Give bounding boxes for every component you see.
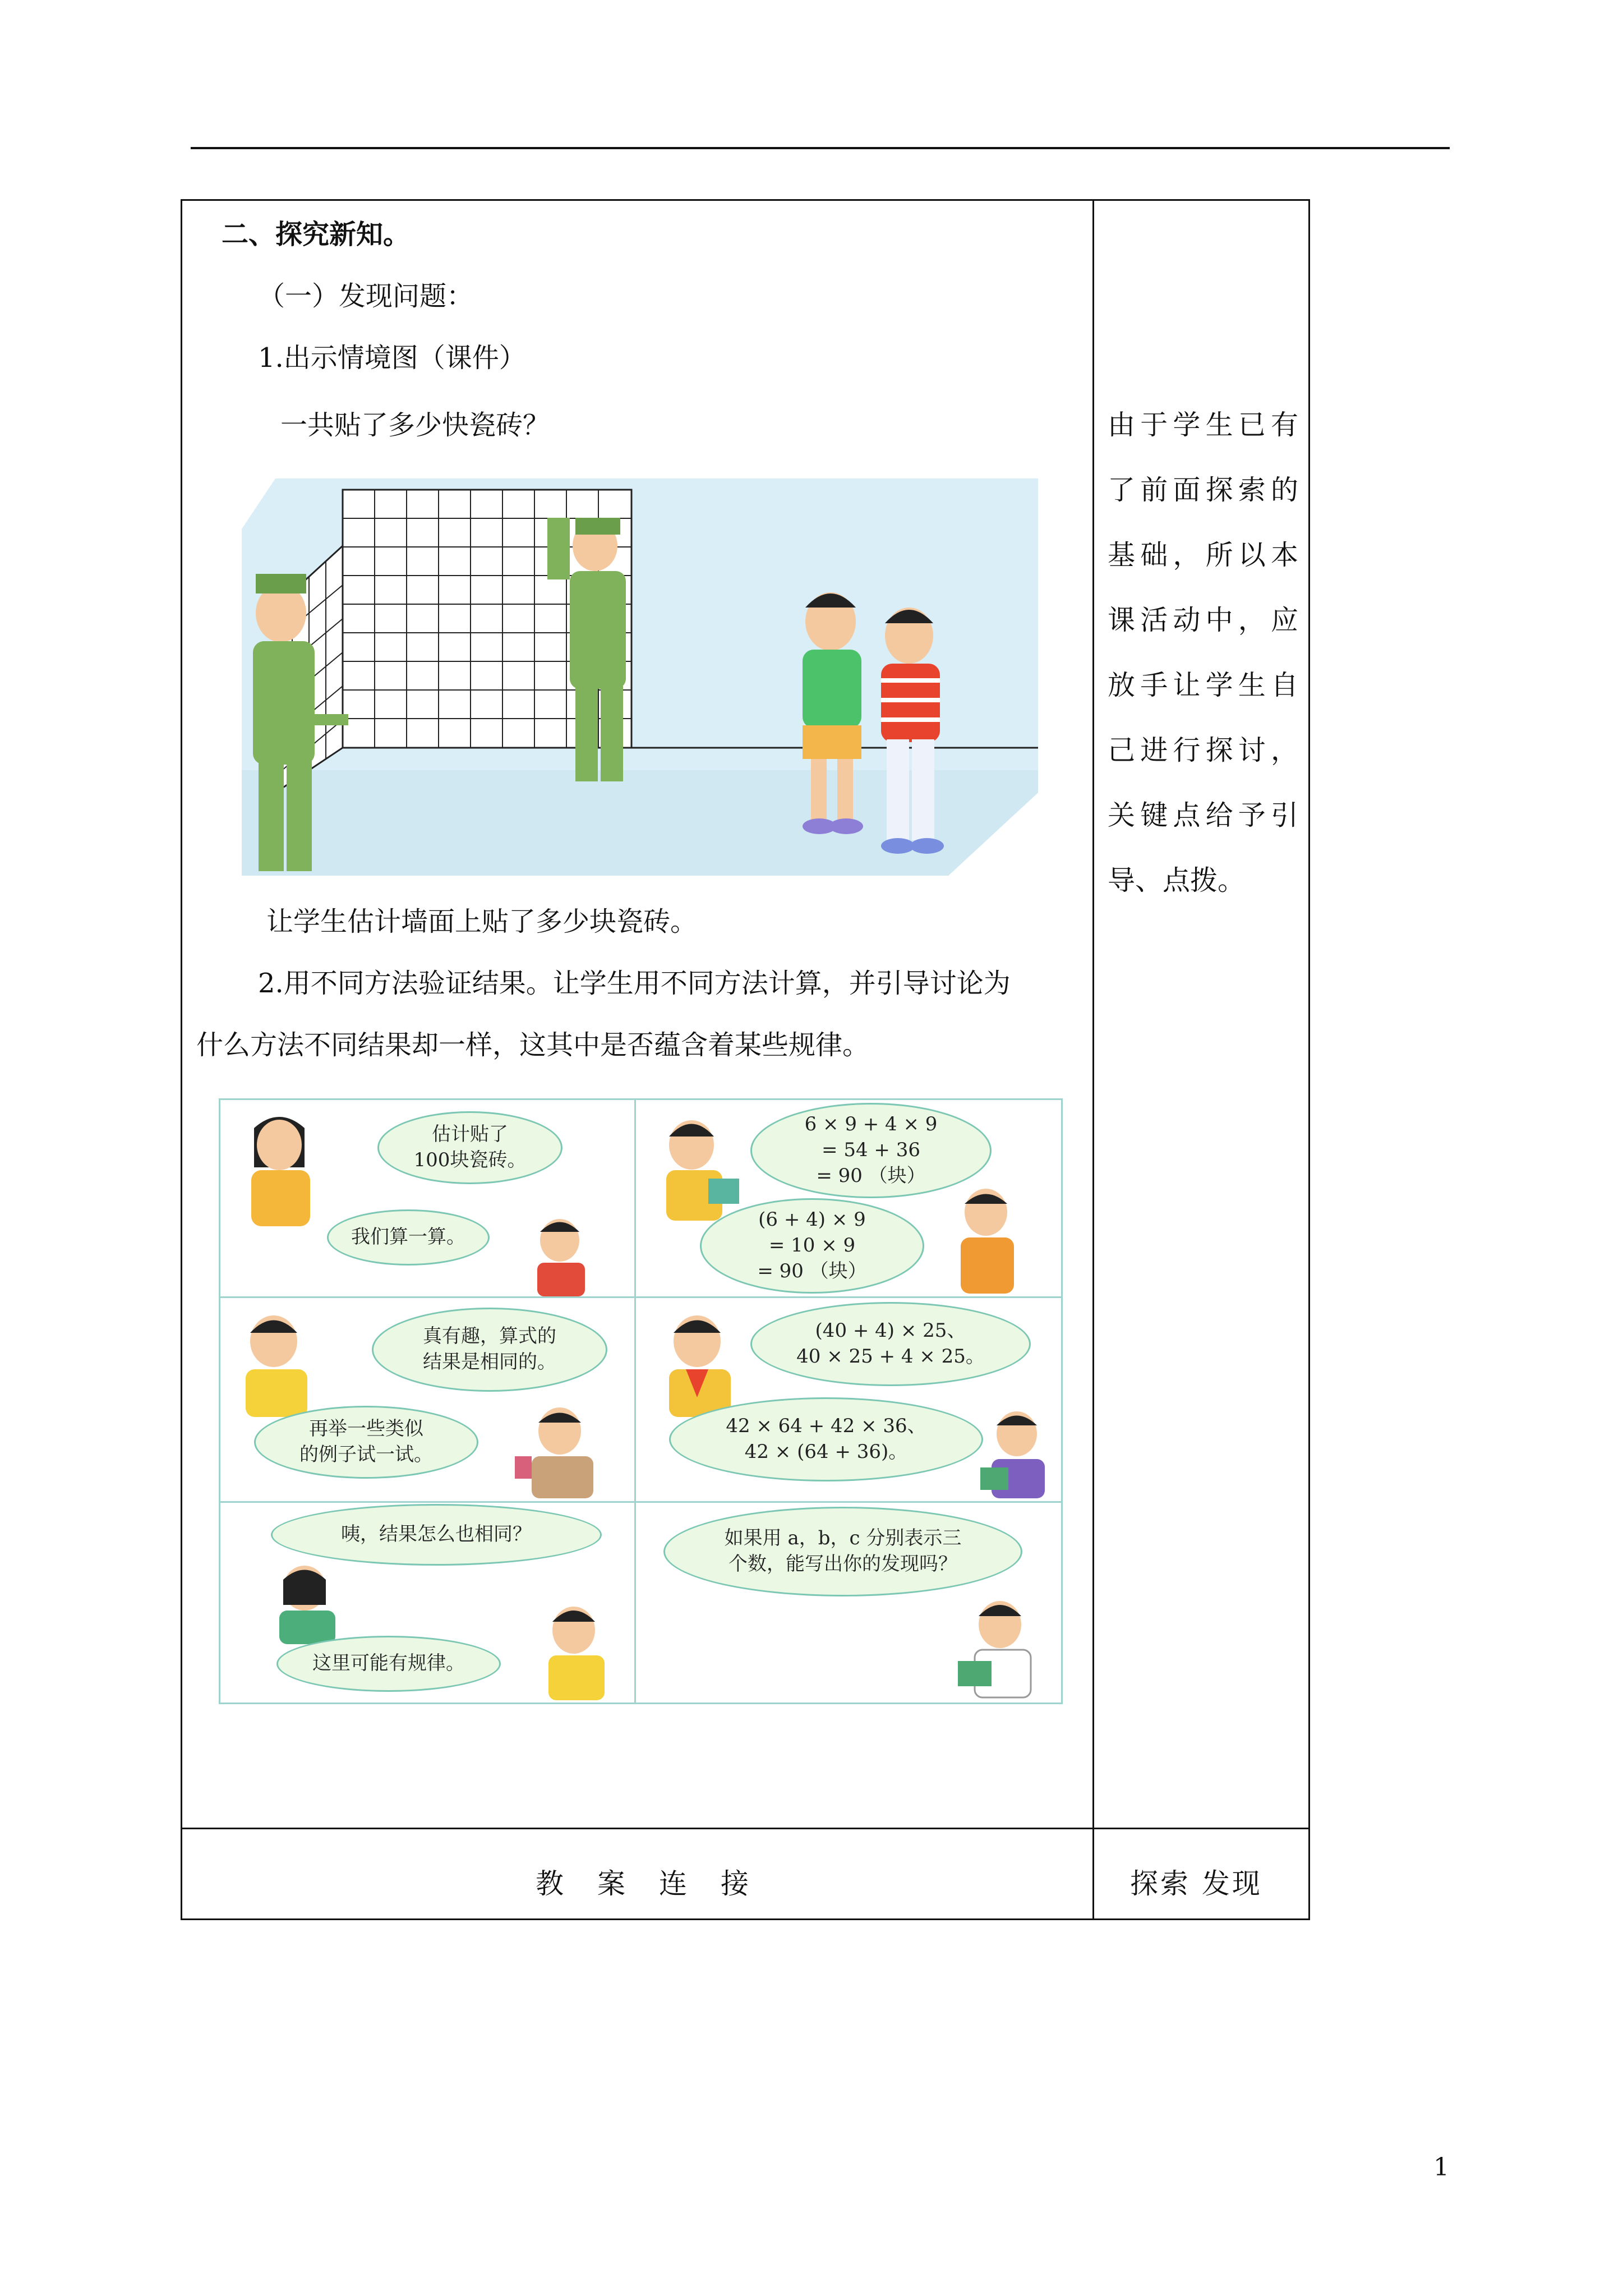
item-2-line-1: 2.用不同方法验证结果。让学生用不同方法计算，并引导讨论为	[258, 968, 1011, 999]
tile-wall-illustration	[242, 478, 1038, 876]
comic-strip-illustration	[219, 1098, 1063, 1704]
speech-bubble: 如果用 a，b，c 分别表示三 个数，能写出你的发现吗？	[663, 1507, 1022, 1596]
speech-bubble: 6 × 9 + 4 × 9 = 54 + 36 = 90 （块）	[750, 1103, 992, 1198]
side-note: 由于学生已有了前面探索的基础，所以本课活动中，应放手让学生自己进行探讨，关键点给予引导、点拨。	[1108, 409, 1298, 896]
speech-bubble: 咦，结果怎么也相同？	[271, 1504, 602, 1566]
boy-figure	[949, 1594, 1045, 1700]
table-row-divider	[182, 1828, 1308, 1829]
boy-figure	[226, 1308, 327, 1420]
speech-bubble: 真有趣，算式的 结果是相同的。	[372, 1308, 607, 1392]
comic-divider	[220, 1501, 1061, 1503]
teacher-figure	[506, 1403, 607, 1498]
boy-figure	[523, 1599, 619, 1700]
speech-bubble: 再举一些类似 的例子试一试。	[254, 1406, 478, 1479]
footer-left-label: 教案连接	[536, 1867, 782, 1900]
girl-figure	[254, 1560, 349, 1644]
speech-bubble: (6 + 4) × 9 = 10 × 9 = 90 （块）	[700, 1198, 924, 1294]
boy-figure	[647, 1111, 742, 1223]
table-column-divider	[1092, 201, 1094, 1918]
boy-figure	[938, 1184, 1034, 1296]
comic-divider	[220, 1296, 1061, 1298]
footer-right-label: 探索 发现	[1130, 1867, 1262, 1900]
speech-bubble: (40 + 4) × 25、 40 × 25 + 4 × 25。	[750, 1302, 1031, 1386]
question-text: 一共贴了多少快瓷砖？	[280, 409, 550, 441]
boy-figure	[647, 1308, 748, 1420]
speech-bubble: 42 × 64 + 42 × 36、 42 × (64 + 36)。	[669, 1397, 983, 1481]
girl-figure	[232, 1106, 327, 1235]
subsection-heading: （一）发现问题：	[258, 280, 474, 312]
section-title: 二、探究新知。	[222, 219, 411, 250]
boy-figure	[972, 1406, 1056, 1498]
speech-bubble: 这里可能有规律。	[276, 1636, 501, 1692]
comic-divider	[634, 1100, 636, 1703]
header-rule	[191, 147, 1450, 149]
item-1: 1.出示情境图（课件）	[258, 342, 526, 374]
estimate-instruction: 让学生估计墙面上贴了多少块瓷砖。	[266, 906, 698, 937]
item-2-line-2: 什么方法不同结果却一样，这其中是否蕴含着某些规律。	[196, 1029, 870, 1061]
speech-bubble: 我们算一算。	[327, 1209, 490, 1266]
girl-figure	[518, 1212, 602, 1296]
page-number: 1	[1433, 2153, 1449, 2182]
speech-bubble: 估计贴了 100块瓷砖。	[377, 1111, 562, 1184]
